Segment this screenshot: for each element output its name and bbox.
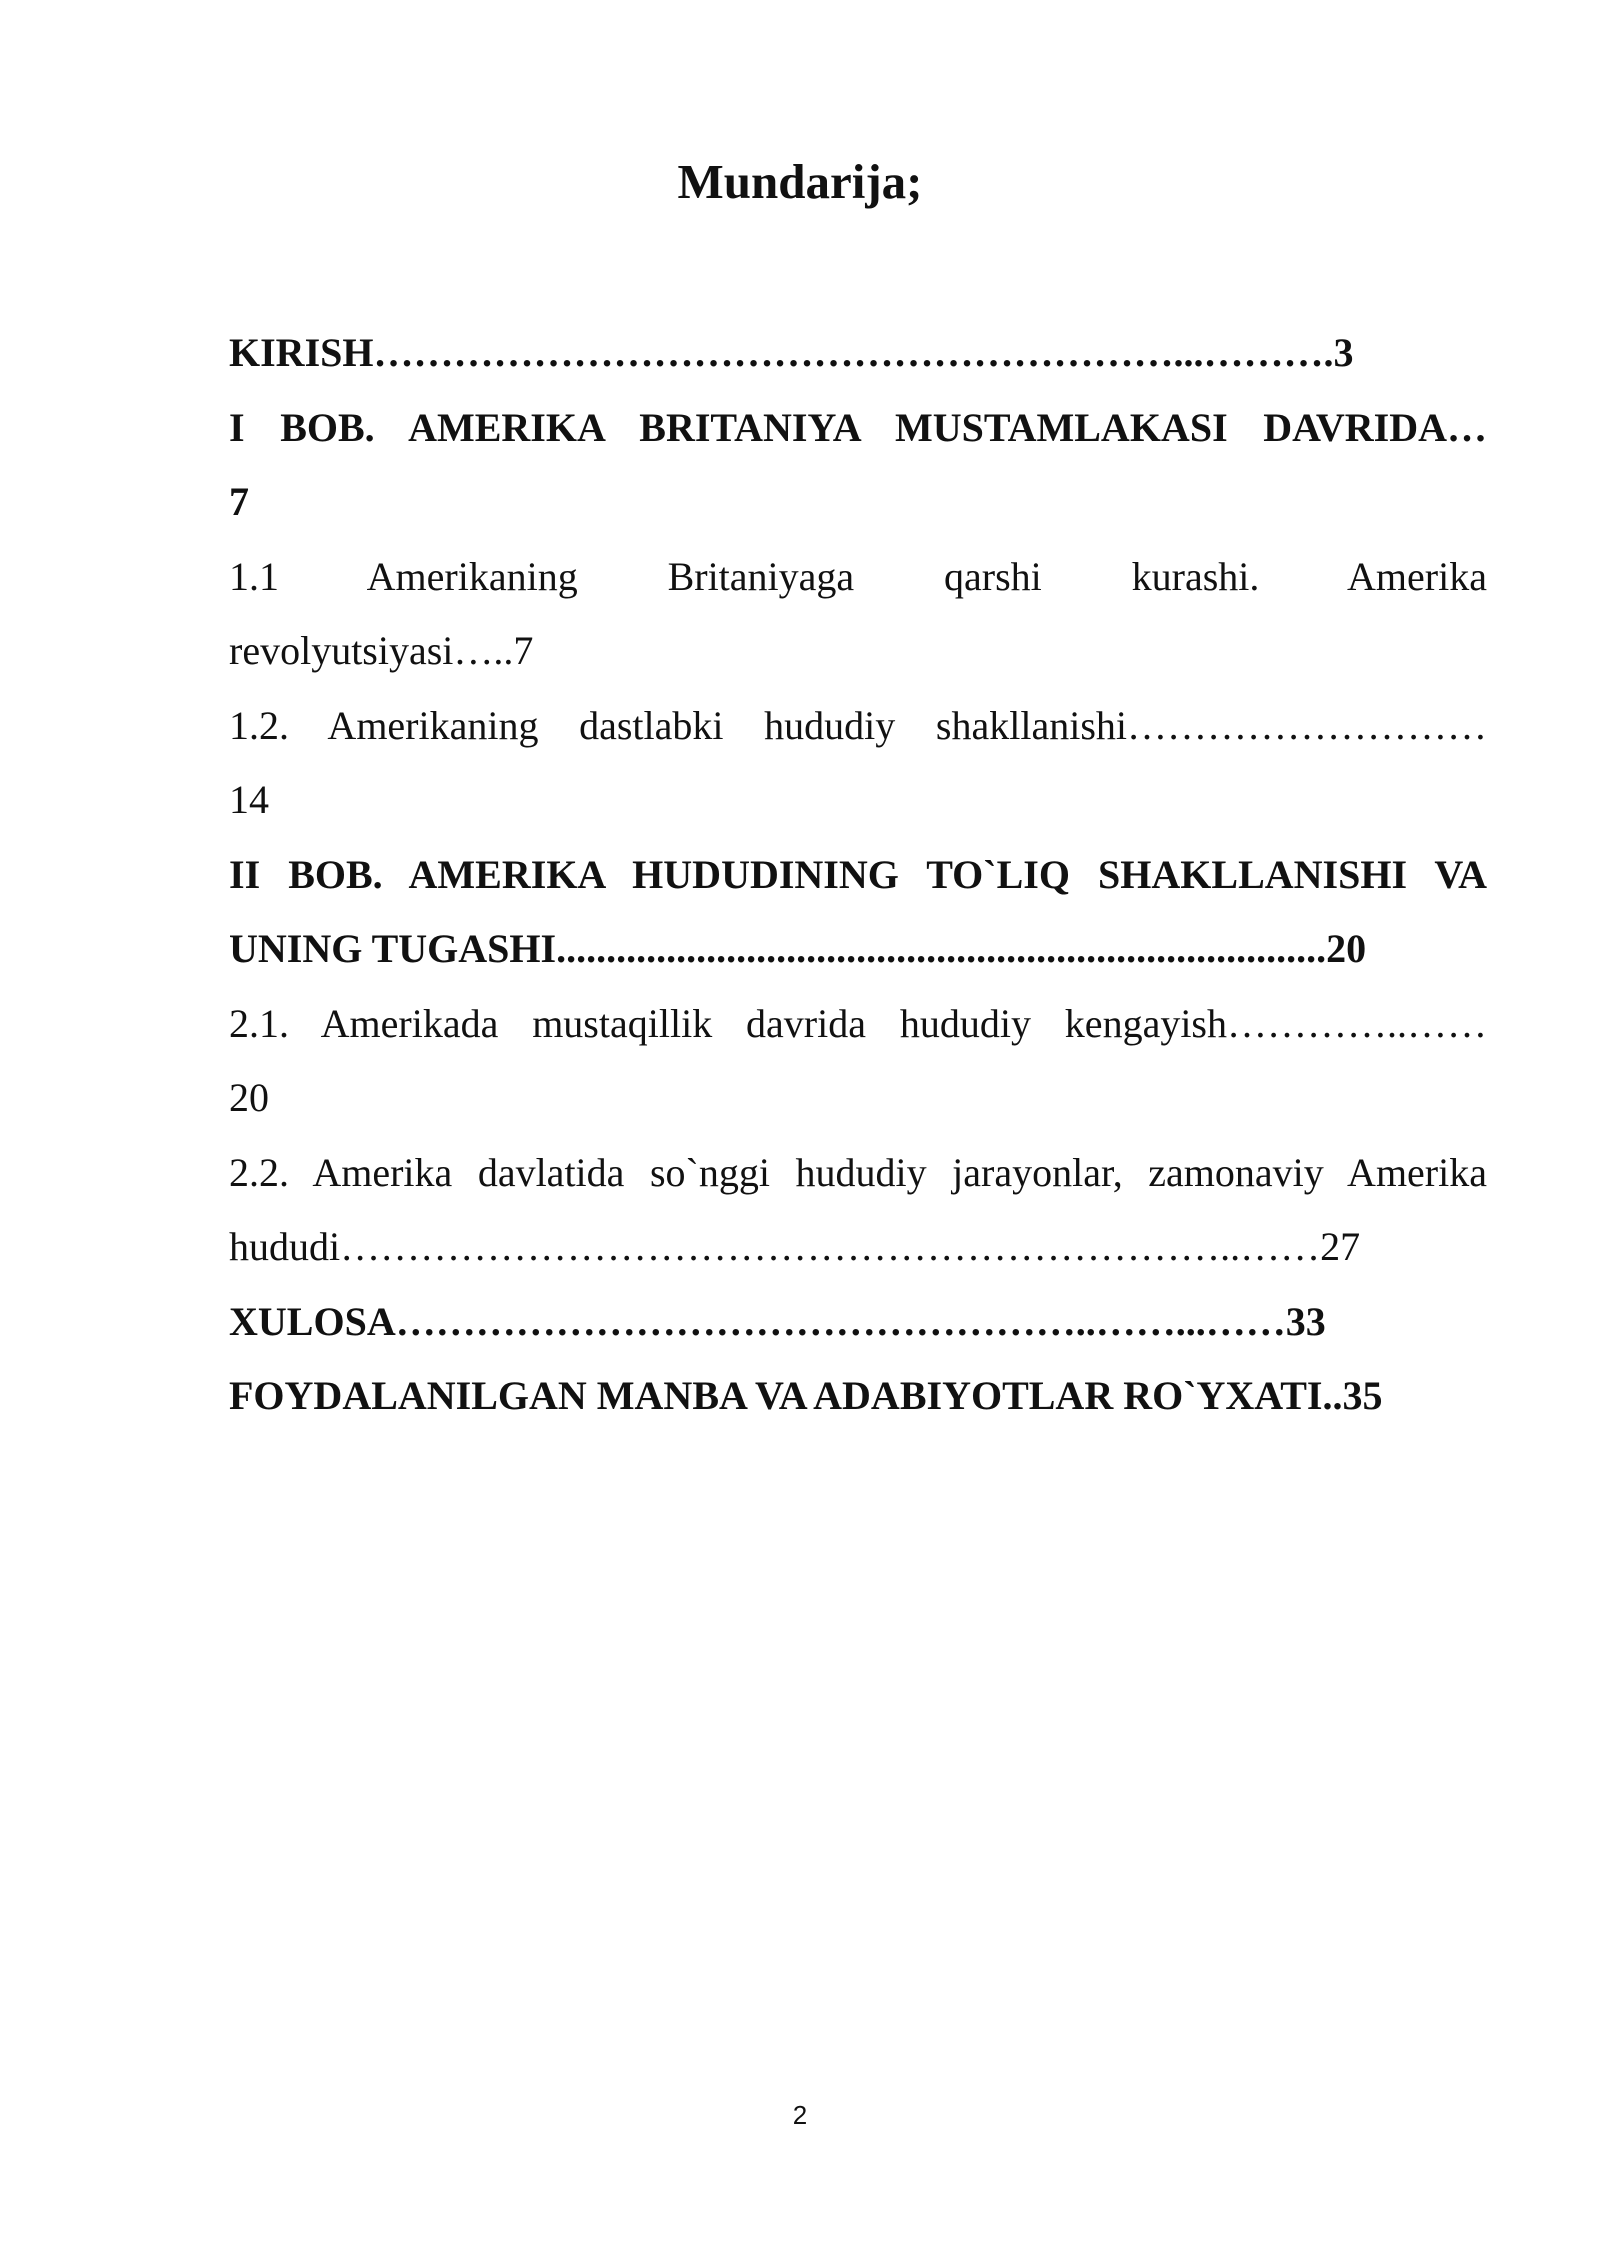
toc-entry-section-1-1-cont: revolyutsiyasi…..7: [229, 628, 534, 673]
page-number: 2: [792, 2100, 808, 2130]
toc-entry-section-1-2-page: 14: [229, 777, 269, 822]
toc-entry-chapter-1: I BOB. AMERIKA BRITANIYA MUSTAMLAKASI DAVRIDA…: [229, 404, 1487, 450]
toc-entry-chapter-2: II BOB. AMERIKA HUDUDINING TO`LIQ SHAKLLANISHI VA: [229, 851, 1487, 897]
toc-entry-chapter-1-page: 7: [229, 479, 249, 524]
toc-entry-section-2-2: 2.2. Amerika davlatida so`nggi hududiy jarayonlar, zamonaviy Amerika: [229, 1149, 1487, 1195]
toc-entry-xulosa: XULOSA……………………………………………..……...……33: [229, 1298, 1326, 1344]
page-title: Mundarija;: [677, 154, 923, 209]
toc-entry-section-2-1-page: 20: [229, 1075, 269, 1120]
toc-entry-chapter-2-cont: UNING TUGASHI.............................................................................20: [229, 926, 1367, 971]
toc-entry-section-2-1: 2.1. Amerikada mustaqillik davrida hududiy kengayish…………..……: [229, 1000, 1487, 1046]
toc-entry-section-1-2: 1.2. Amerikaning dastlabki hududiy shakllanishi………………………: [229, 702, 1487, 748]
table-of-contents: [229, 316, 1487, 1434]
toc-entry-section-1-1: 1.1 Amerikaning Britaniyaga qarshi kurashi. Amerika: [229, 553, 1487, 599]
toc-entry-kirish: KIRISH……………………………………………………...……….3: [229, 330, 1354, 375]
toc-entry-references: FOYDALANILGAN MANBA VA ADABIYOTLAR RO`YXATI..35: [229, 1373, 1383, 1418]
toc-entry-section-2-2-cont: hududi…………………………………………………………..……27: [229, 1224, 1361, 1269]
